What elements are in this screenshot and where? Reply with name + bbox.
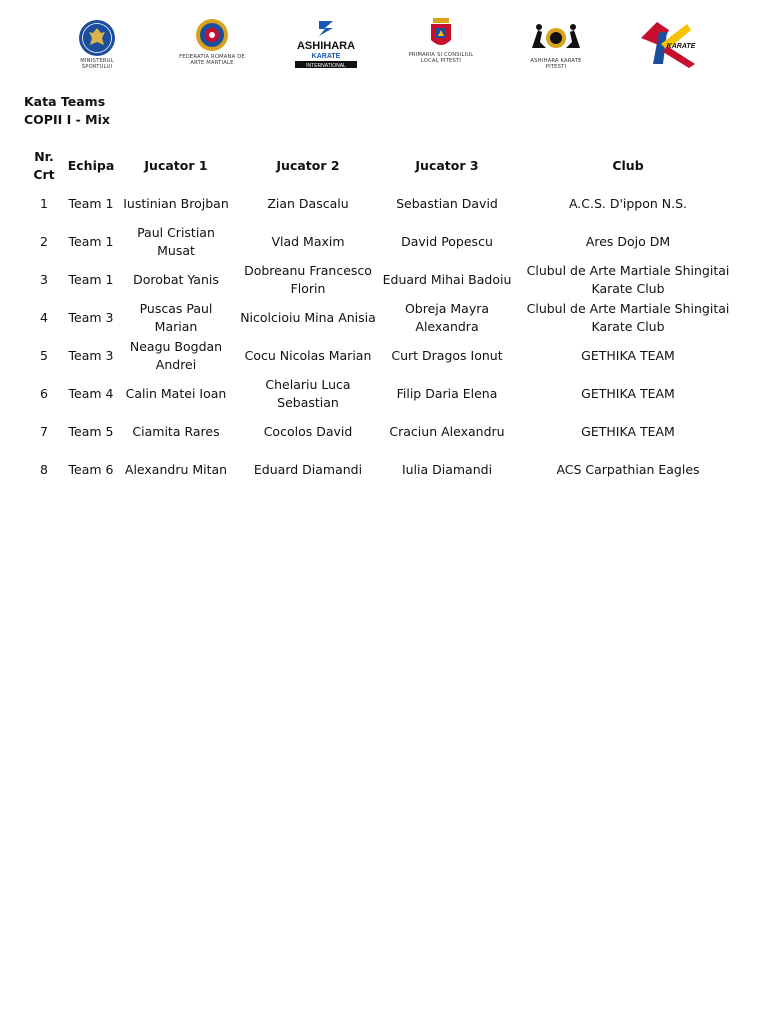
- cell-nr: 2: [40, 234, 48, 249]
- header-jucator-1: Jucator 1: [144, 158, 208, 173]
- fighters-emblem-icon: [528, 18, 584, 58]
- cell-jucator-1: Neagu Bogdan Andrei: [129, 339, 223, 372]
- cell-jucator-3: Curt Dragos Ionut: [391, 348, 503, 363]
- federation-caption: FEDERATIA ROMANA DE ARTE MARTIALE: [179, 54, 245, 66]
- cell-jucator-2: Cocu Nicolas Marian: [244, 348, 372, 363]
- karate-logo-text: KARATE: [666, 43, 696, 50]
- cell-echipa: Team 5: [68, 424, 114, 439]
- city-crest-icon: [428, 18, 454, 52]
- ashihara-pitesti-caption: ASHIHARA KARATE PITESTI: [530, 58, 582, 70]
- table-row: [22, 451, 742, 489]
- cell-jucator-1: Ciamita Rares: [132, 424, 220, 439]
- table-header-row: [22, 147, 742, 185]
- cell-jucator-1: Alexandru Mitan: [124, 462, 228, 477]
- header-crt-label: Crt: [33, 167, 55, 182]
- cell-nr: 5: [40, 348, 48, 363]
- ashihara-main-text: ASHIHARA: [296, 40, 356, 52]
- ashihara-pitesti-logo: [520, 18, 592, 70]
- header-nr-label: Nr.: [34, 149, 54, 164]
- event-heading: [24, 93, 110, 129]
- table-row: [22, 185, 742, 223]
- cell-jucator-2: Vlad Maxim: [271, 234, 345, 249]
- cell-nr: 1: [40, 196, 48, 211]
- cell-club: A.C.S. D'ippon N.S.: [568, 196, 688, 211]
- cell-nr: 3: [40, 272, 48, 287]
- cell-nr: 7: [40, 424, 48, 439]
- cell-echipa: Team 3: [68, 310, 114, 325]
- cell-nr: 4: [40, 310, 48, 325]
- ministry-caption: MINISTERUL SPORTULUI: [80, 58, 114, 70]
- header-club: Club: [612, 158, 644, 173]
- cell-club: GETHIKA TEAM: [581, 424, 675, 439]
- cell-jucator-1: Iustinian Brojban: [123, 196, 229, 211]
- cell-jucator-1: Calin Matei Ioan: [125, 386, 227, 401]
- cell-jucator-1: Paul Cristian Musat: [137, 225, 215, 258]
- primaria-caption: PRIMARIA SI CONSILIUL LOCAL PITESTI: [408, 52, 474, 64]
- cell-echipa: Team 1: [68, 272, 114, 287]
- category-subtitle: COPII I - Mix: [24, 112, 110, 127]
- table-row: [22, 413, 742, 451]
- cell-nr: 6: [40, 386, 48, 401]
- cell-echipa: Team 1: [68, 196, 114, 211]
- event-title: Kata Teams: [24, 94, 106, 109]
- cell-jucator-3: Filip Daria Elena: [396, 386, 498, 401]
- cell-jucator-2: Cocolos David: [263, 424, 353, 439]
- cell-club: GETHIKA TEAM: [581, 348, 675, 363]
- table-row: [22, 299, 742, 337]
- table-row: [22, 261, 742, 299]
- cell-echipa: Team 4: [68, 386, 114, 401]
- header-echipa: Echipa: [67, 158, 115, 173]
- karate-flag-logo: [636, 18, 702, 70]
- cell-jucator-3: Eduard Mihai Badoiu: [382, 272, 512, 287]
- cell-jucator-3: Iulia Diamandi: [401, 462, 493, 477]
- table-row: [22, 337, 742, 375]
- table-row: [22, 223, 742, 261]
- ashihara-band-text: INTERNATIONAL: [306, 62, 346, 69]
- cell-jucator-3: Obreja Mayra Alexandra: [404, 301, 490, 334]
- cell-club: ACS Carpathian Eagles: [556, 462, 700, 477]
- cell-jucator-2: Dobreanu Francesco Florin: [244, 263, 372, 296]
- table-row: [22, 375, 742, 413]
- ashihara-international-logo: [290, 18, 362, 70]
- cell-jucator-2: Chelariu Luca Sebastian: [265, 377, 351, 410]
- cell-club: Clubul de Arte Martiale Shingitai Karate Club: [526, 301, 730, 334]
- cell-echipa: Team 6: [68, 462, 114, 477]
- cell-jucator-2: Nicolcioiu Mina Anisia: [240, 310, 376, 325]
- header-nr-crt: [22, 147, 66, 185]
- cell-jucator-2: Eduard Diamandi: [253, 462, 363, 477]
- cell-jucator-3: Sebastian David: [396, 196, 498, 211]
- cell-jucator-2: Zian Dascalu: [267, 196, 349, 211]
- cell-jucator-3: David Popescu: [401, 234, 493, 249]
- ministry-seal-icon: [76, 18, 118, 58]
- cell-jucator-1: Puscas Paul Marian: [139, 301, 213, 334]
- header-jucator-2: Jucator 2: [276, 158, 340, 173]
- cell-jucator-3: Craciun Alexandru: [389, 424, 505, 439]
- ministerul-sportului-logo: [70, 18, 124, 70]
- primaria-pitesti-logo: [408, 18, 474, 64]
- cell-club: Ares Dojo DM: [585, 234, 671, 249]
- cell-echipa: Team 3: [68, 348, 114, 363]
- ashihara-emblem-icon: [291, 18, 361, 70]
- cell-nr: 8: [40, 462, 48, 477]
- cell-club: GETHIKA TEAM: [581, 386, 675, 401]
- karate-flag-icon: [637, 18, 701, 70]
- cell-echipa: Team 1: [68, 234, 114, 249]
- cell-club: Clubul de Arte Martiale Shingitai Karate Club: [526, 263, 730, 296]
- cell-jucator-1: Dorobat Yanis: [133, 272, 219, 287]
- ashihara-sub-text: KARATE: [311, 53, 341, 60]
- federation-emblem-icon: [193, 18, 231, 54]
- sponsor-logo-bar: [0, 18, 768, 80]
- header-jucator-3: Jucator 3: [415, 158, 479, 173]
- teams-table: [22, 147, 742, 489]
- federatia-arte-martiale-logo: [176, 18, 248, 66]
